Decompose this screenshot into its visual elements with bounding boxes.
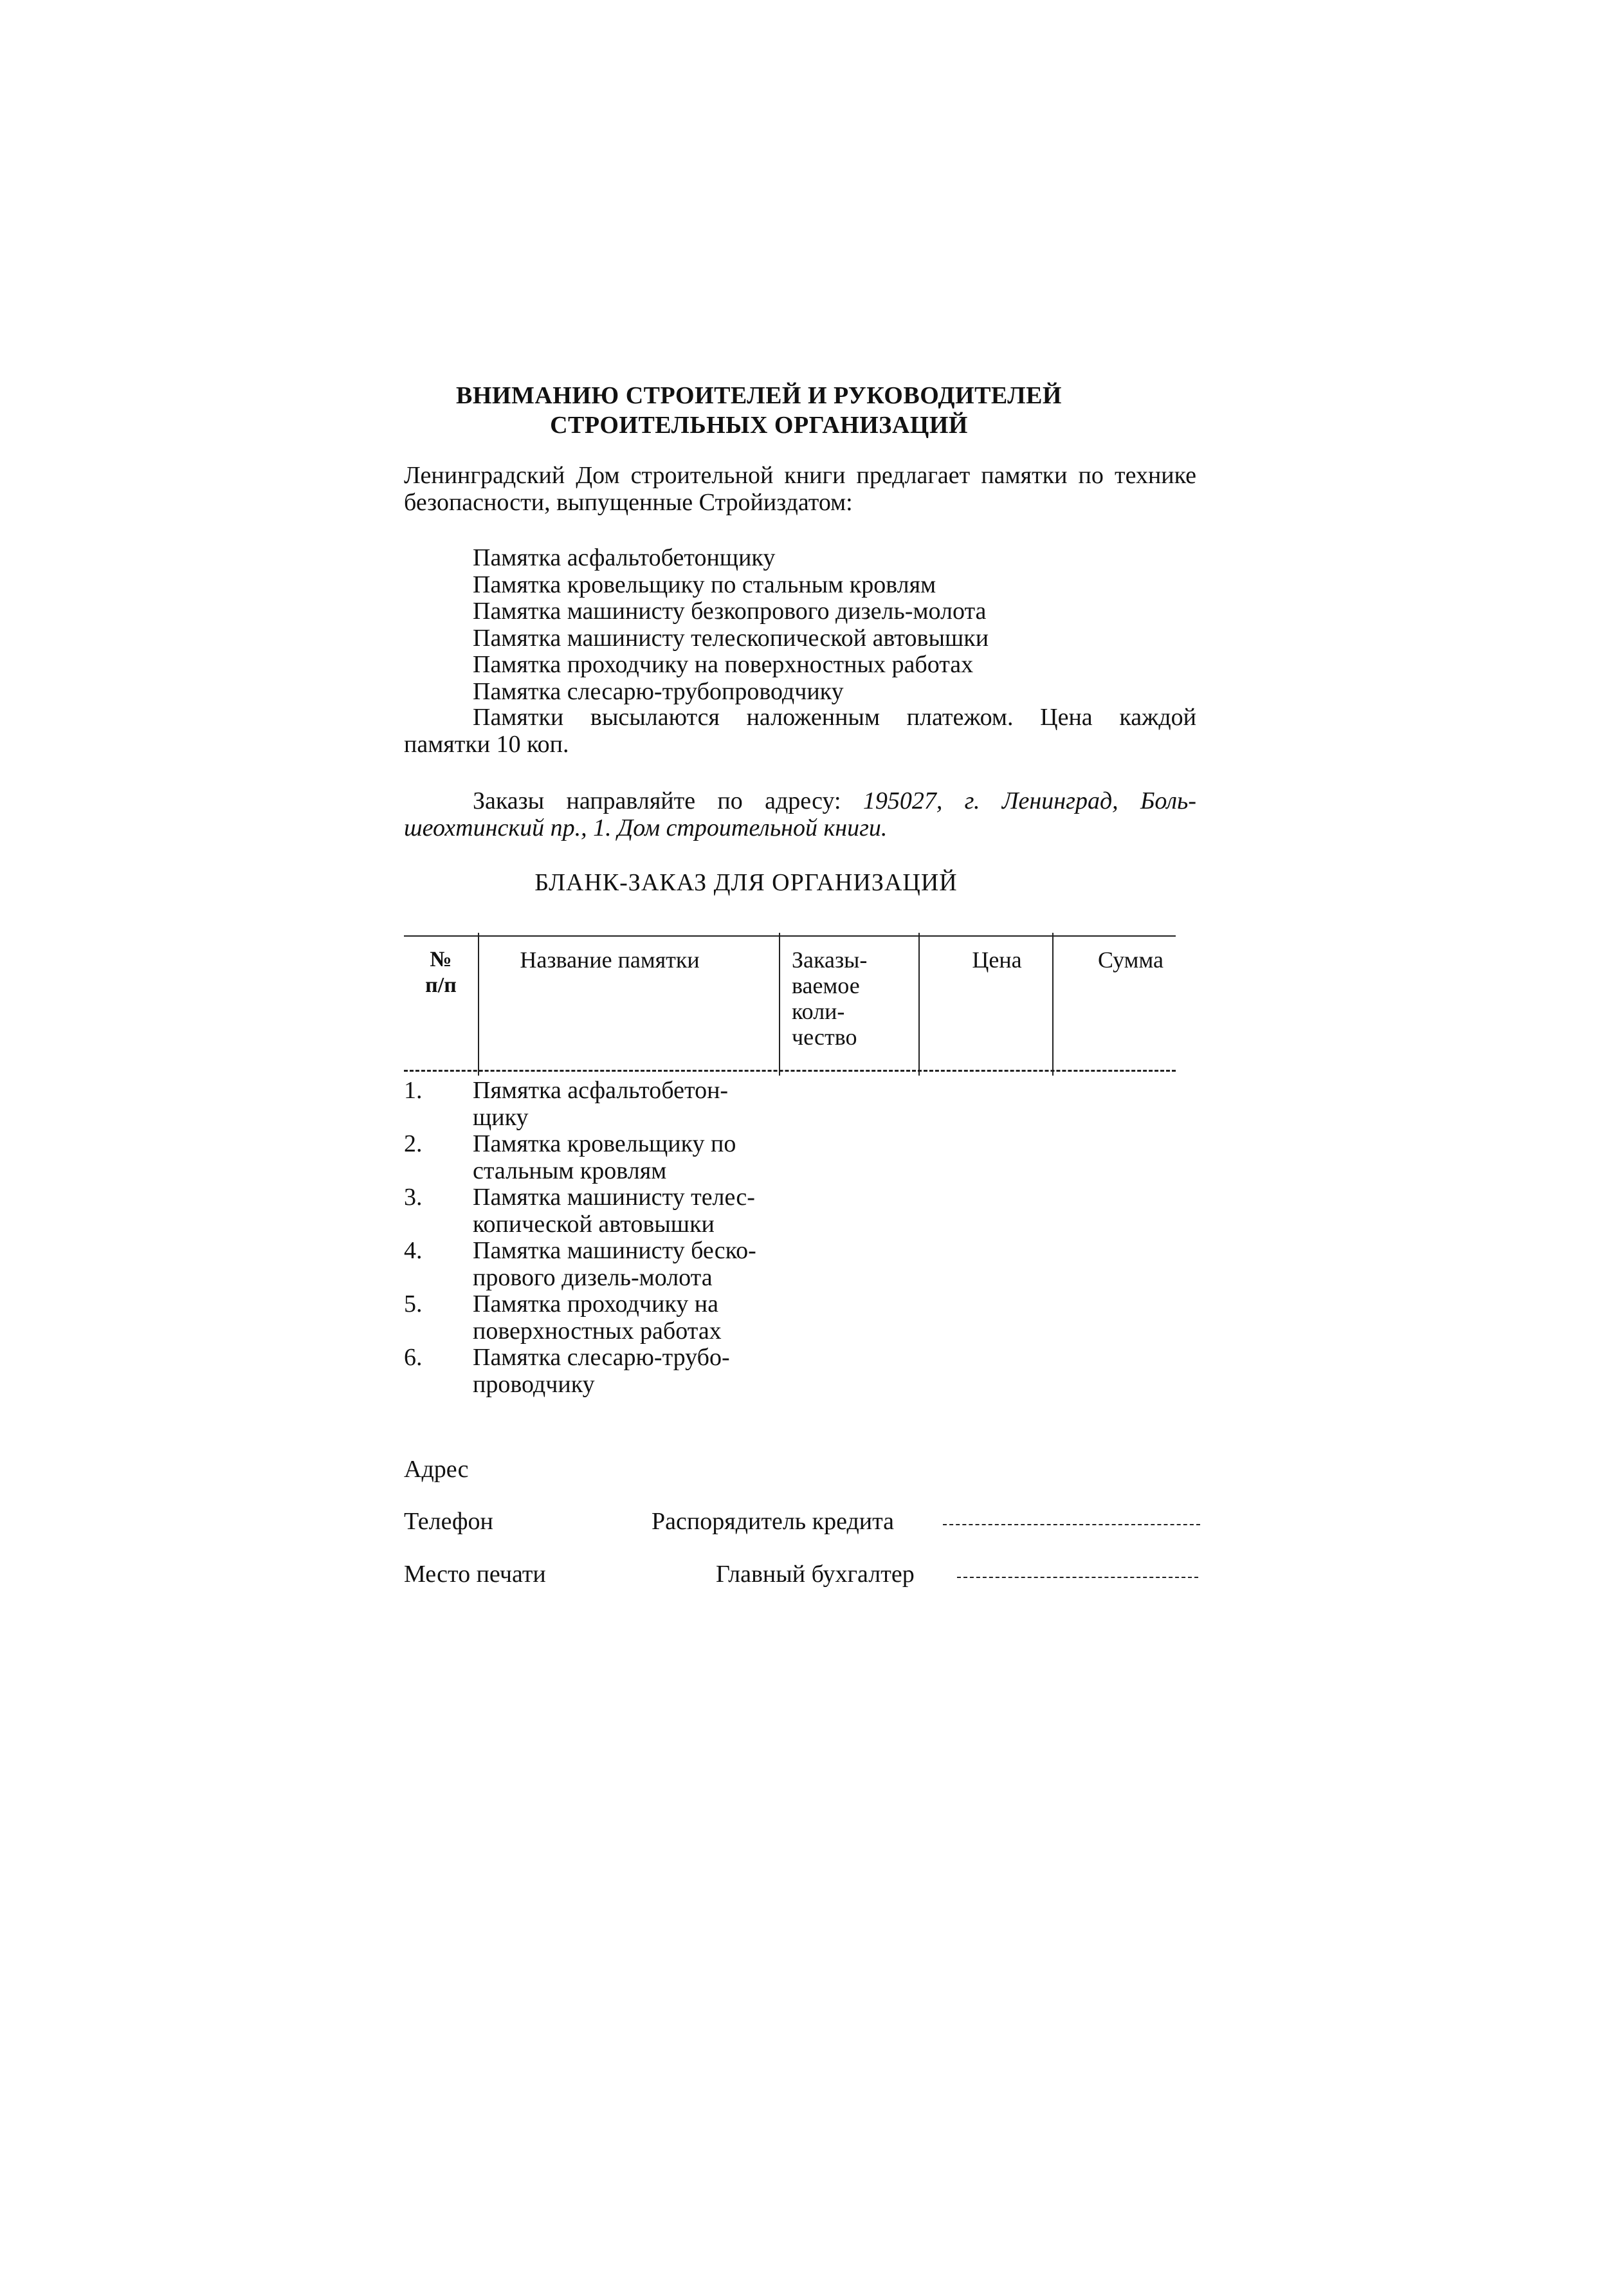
header-price: Цена (972, 947, 1022, 973)
table-column-divider (478, 933, 479, 1076)
table-column-divider (779, 933, 780, 1076)
intro-paragraph: Ленинградский Дом строительной книги предлагает памятки по технике безопасности, выпущенные Стройиздатом: (404, 462, 1196, 516)
table-row (404, 1291, 854, 1344)
table-row (404, 1078, 854, 1131)
order-form-rows (404, 1078, 854, 1398)
row-number: 5. (404, 1290, 423, 1317)
order-form-table-header (404, 933, 1176, 1076)
payment-note (404, 704, 1196, 758)
row-title: Памятка машинисту телес- копической автовышки (473, 1184, 755, 1238)
memo-list-item: Памятка кровельщику по стальным кровлям (473, 571, 936, 598)
memo-list-item: Памятка асфальтобетонщику (473, 544, 776, 571)
table-row (404, 1131, 854, 1184)
header-memo-name: Название памятки (520, 947, 700, 973)
table-row (404, 1344, 854, 1398)
row-number: 4. (404, 1237, 423, 1264)
memo-list-item: Памятка слесарю-трубопроводчику (473, 677, 844, 705)
table-top-rule (404, 935, 1176, 937)
table-row (404, 1184, 854, 1238)
chief-accountant-signature-line (957, 1577, 1198, 1578)
table-row (404, 1238, 854, 1291)
header-quantity: Заказы- ваемое коли- чество (792, 947, 868, 1050)
memo-list-item: Памятка машинисту телескопической автовышки (473, 624, 989, 652)
orders-address-line-1: 195027, г. Ленинград, Боль- (862, 787, 1196, 814)
heading-line-1: ВНИМАНИЮ СТРОИТЕЛЕЙ И РУКОВОДИТЕЛЕЙ (456, 382, 1062, 409)
row-number: 1. (404, 1077, 423, 1104)
row-number: 2. (404, 1130, 423, 1157)
row-title: Памятка машинисту беско- прового дизель-молота (473, 1237, 756, 1291)
phone-label: Телефон (404, 1508, 493, 1535)
memo-list (473, 545, 1200, 705)
row-number: 6. (404, 1344, 423, 1371)
row-title: Пямятка асфальтобетон- щику (473, 1077, 729, 1131)
orders-lead: Заказы направляйте по адресу: (473, 787, 863, 814)
payment-note-line-2: памятки 10 коп. (404, 730, 569, 758)
header-number: № п/п (425, 948, 457, 997)
page-heading (412, 381, 1106, 440)
row-title: Памятка проходчику на поверхностных работах (473, 1290, 722, 1344)
table-column-divider (918, 933, 920, 1076)
address-label: Адрес (404, 1456, 469, 1483)
header-sum: Сумма (1098, 947, 1163, 973)
orders-address-line-2: шеохтинский пр., 1. Дом строительной книги. (404, 814, 888, 841)
row-title: Памятка кровельщику по стальным кровлям (473, 1130, 736, 1184)
stamp-place-label: Место печати (404, 1561, 546, 1588)
row-number: 3. (404, 1184, 423, 1211)
order-form-title: БЛАНК-ЗАКАЗ ДЛЯ ОРГАНИЗАЦИЙ (534, 869, 958, 896)
payment-note-line-1: Памятки высылаются наложенным платежом. Цена каждой (473, 704, 1196, 731)
row-title: Памятка слесарю-трубо- проводчику (473, 1344, 730, 1398)
stamp-accountant-row (404, 1560, 1201, 1588)
phone-credit-row (404, 1507, 1201, 1536)
table-bottom-rule (404, 1070, 1176, 1072)
chief-accountant-label: Главный бухгалтер (716, 1561, 915, 1588)
credit-manager-signature-line (943, 1524, 1200, 1525)
orders-paragraph (404, 787, 1196, 841)
memo-list-item: Памятка машинисту безкопрового дизель-молота (473, 598, 987, 625)
credit-manager-label: Распорядитель кредита (652, 1508, 895, 1535)
heading-line-2: СТРОИТЕЛЬНЫХ ОРГАНИЗАЦИЙ (550, 412, 968, 439)
memo-list-item: Памятка проходчику на поверхностных работах (473, 651, 974, 678)
